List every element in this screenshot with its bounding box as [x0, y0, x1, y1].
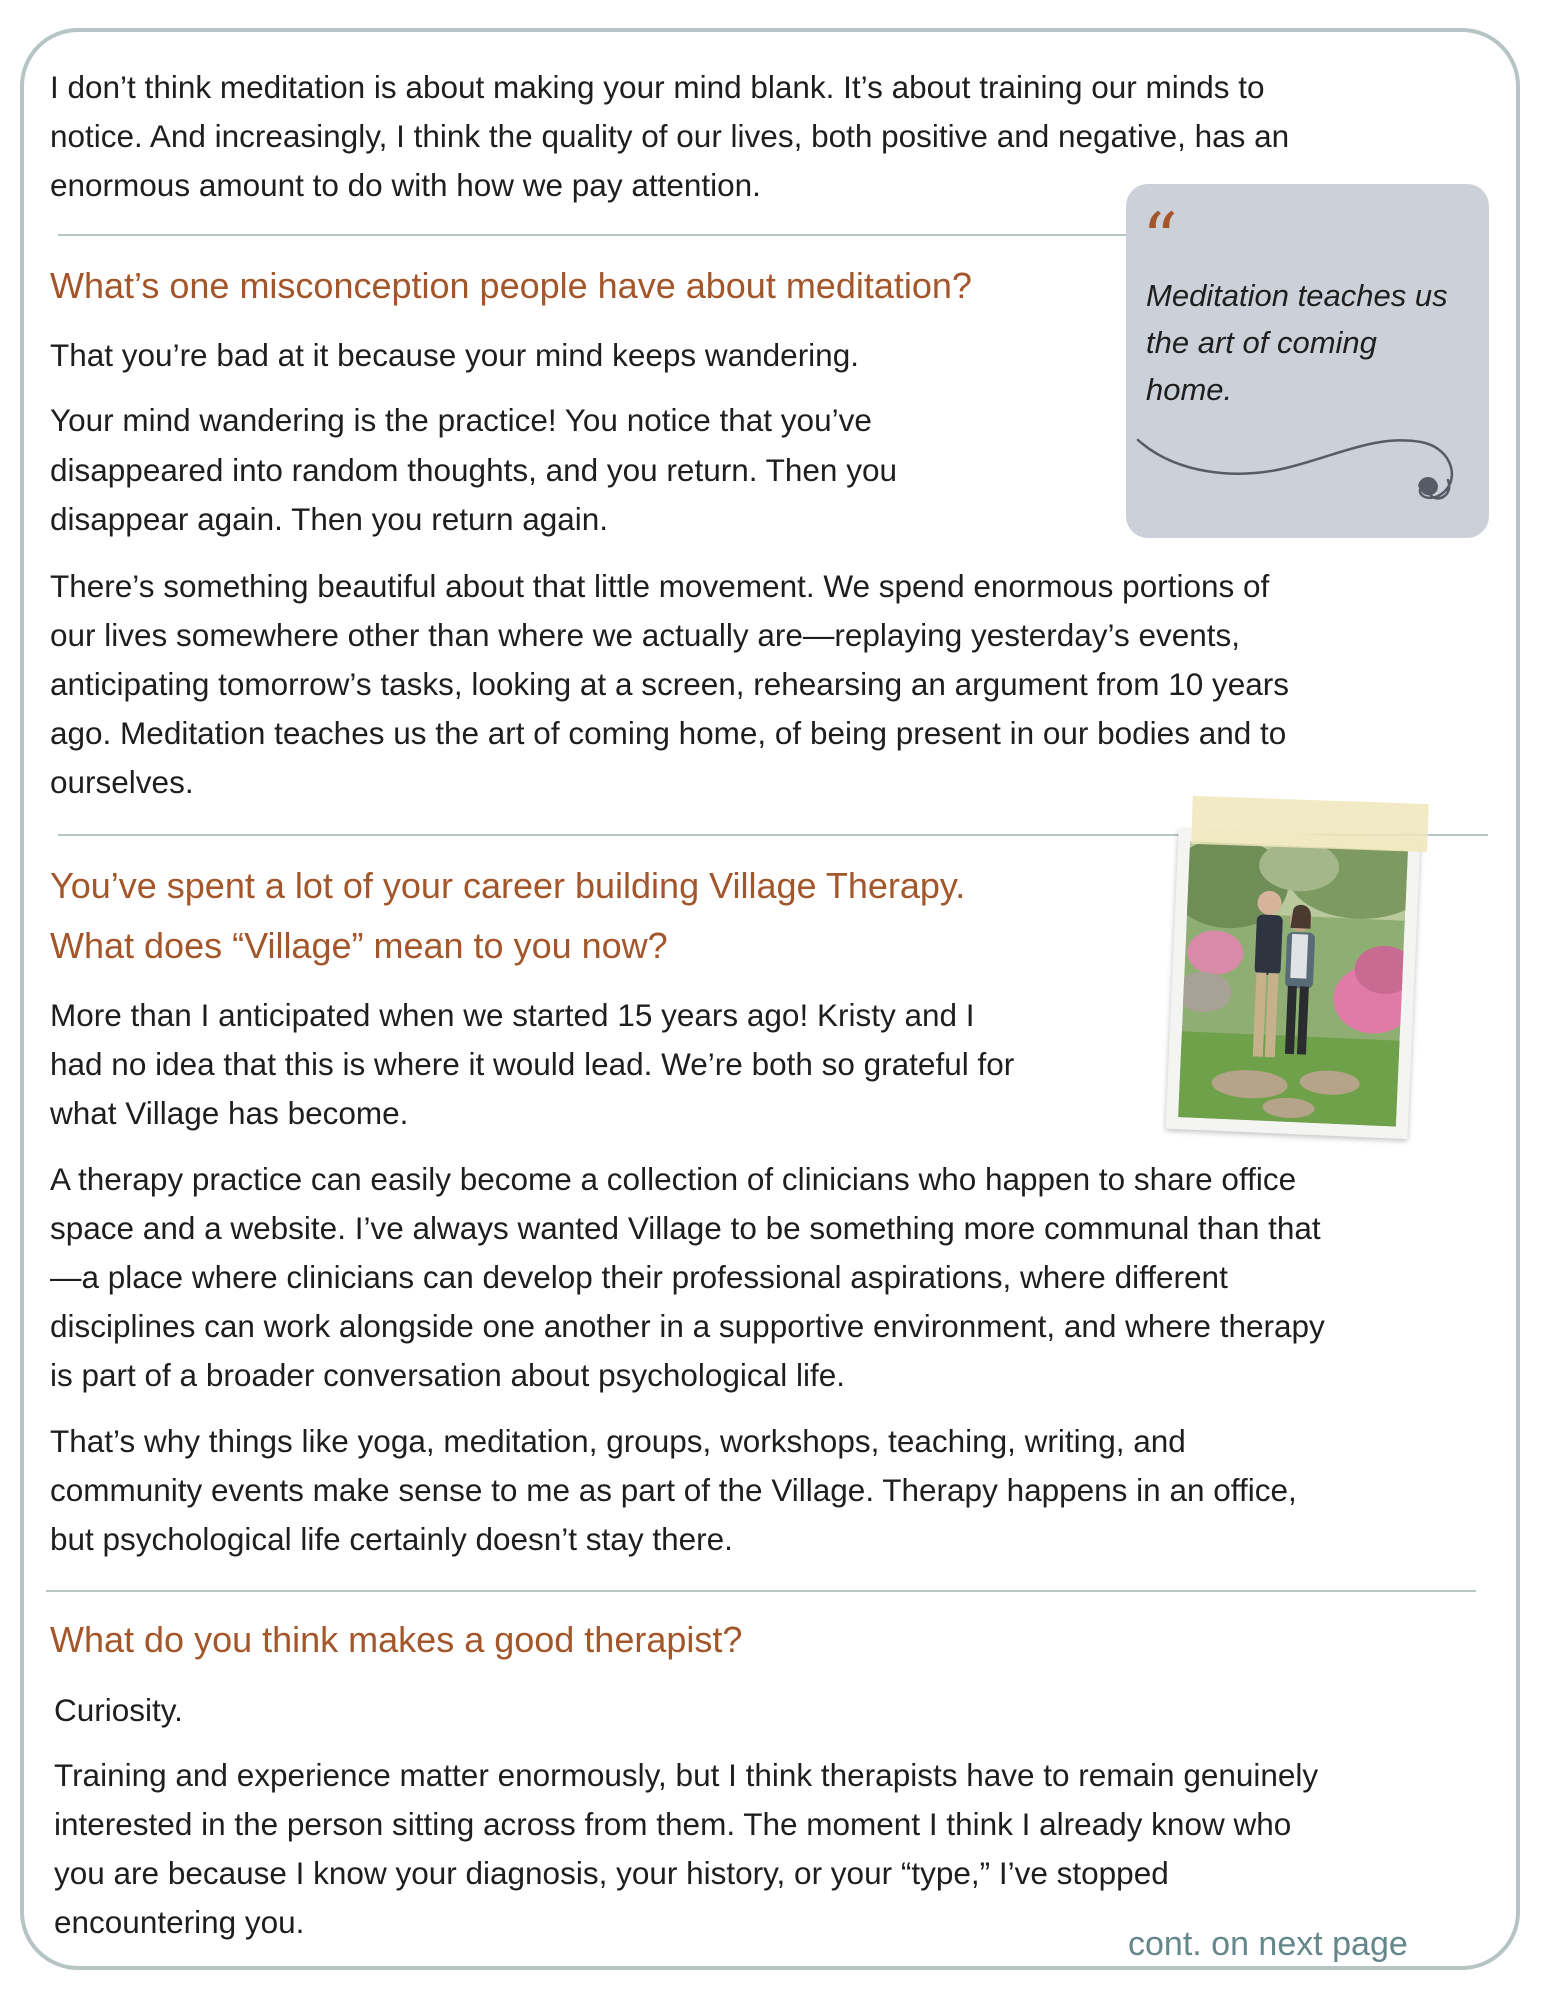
answer-paragraph-line: More than I anticipated when we started 15 years ago! Kristy and I [50, 997, 975, 1033]
pull-quote-line: the art of coming [1146, 325, 1377, 360]
answer-paragraph-line: but psychological life certainly doesn’t stay there. [50, 1521, 733, 1557]
section-divider [58, 234, 1128, 236]
intro-paragraph-line: I don’t think meditation is about making your mind blank. It’s about training our minds to [50, 69, 1265, 105]
continued-on-next-page: cont. on next page [1128, 1925, 1408, 1963]
answer-paragraph-line: community events make sense to me as part of the Village. Therapy happens in an office, [50, 1472, 1297, 1508]
answer-paragraph-line: disappeared into random thoughts, and you return. Then you [50, 452, 897, 488]
answer-paragraph-line: There’s something beautiful about that little movement. We spend enormous portions of [50, 568, 1270, 604]
section-heading: What does “Village” mean to you now? [50, 925, 668, 966]
answer-paragraph-line: That’s why things like yoga, meditation, groups, workshops, teaching, writing, and [50, 1423, 1186, 1459]
pull-quote-line: home. [1146, 372, 1233, 407]
answer-paragraph: Curiosity. [54, 1692, 183, 1728]
answer-paragraph-line: what Village has become. [50, 1095, 409, 1131]
answer-paragraph-line: encountering you. [54, 1904, 305, 1940]
garden-photo-image [1178, 841, 1408, 1126]
taped-photo [1168, 800, 1426, 1130]
intro-paragraph-line: notice. And increasingly, I think the quality of our lives, both positive and negative, has an [50, 118, 1290, 154]
tape-strip [1191, 796, 1429, 852]
answer-paragraph-line: ago. Meditation teaches us the art of coming home, of being present in our bodies and to [50, 715, 1287, 751]
section-heading: What do you think makes a good therapist? [50, 1619, 743, 1660]
answer-paragraph-line: interested in the person sitting across from them. The moment I think I already know who [54, 1806, 1292, 1842]
answer-paragraph-line: A therapy practice can easily become a collection of clinicians who happen to share office [50, 1161, 1297, 1197]
section-heading: You’ve spent a lot of your career building Village Therapy. [50, 865, 966, 906]
answer-paragraph-line: disappear again. Then you return again. [50, 501, 609, 537]
section-divider [46, 1590, 1476, 1592]
pull-quote-box [1126, 184, 1489, 538]
quote-mark-icon: “ [1142, 198, 1178, 280]
answer-paragraph-line: is part of a broader conversation about psychological life. [50, 1357, 845, 1393]
answer-paragraph: That you’re bad at it because your mind keeps wandering. [50, 337, 859, 373]
pull-quote-line: Meditation teaches us [1146, 278, 1448, 313]
answer-paragraph-line: Your mind wandering is the practice! You notice that you’ve [50, 402, 872, 438]
answer-paragraph-line: had no idea that this is where it would lead. We’re both so grateful for [50, 1046, 1015, 1082]
intro-paragraph-line: enormous amount to do with how we pay attention. [50, 167, 761, 203]
answer-paragraph-line: anticipating tomorrow’s tasks, looking at a screen, rehearsing an argument from 10 years [50, 666, 1290, 702]
answer-paragraph-line: disciplines can work alongside one another in a supportive environment, and where therapy [50, 1308, 1325, 1344]
answer-paragraph-line: our lives somewhere other than where we actually are—replaying yesterday’s events, [50, 617, 1241, 653]
answer-paragraph-line: —a place where clinicians can develop their professional aspirations, where different [50, 1259, 1228, 1295]
answer-paragraph-line: Training and experience matter enormously, but I think therapists have to remain genuinely [54, 1757, 1319, 1793]
pull-quote-text [1146, 272, 1476, 413]
answer-paragraph-line: you are because I know your diagnosis, your history, or your “type,” I’ve stopped [54, 1855, 1169, 1891]
swirl-ornament-icon [1136, 434, 1476, 534]
answer-paragraph-line: space and a website. I’ve always wanted Village to be something more communal than that [50, 1210, 1321, 1246]
section-heading: What’s one misconception people have about meditation? [50, 265, 972, 306]
couple-photo [1166, 829, 1421, 1139]
answer-paragraph-line: ourselves. [50, 764, 194, 800]
